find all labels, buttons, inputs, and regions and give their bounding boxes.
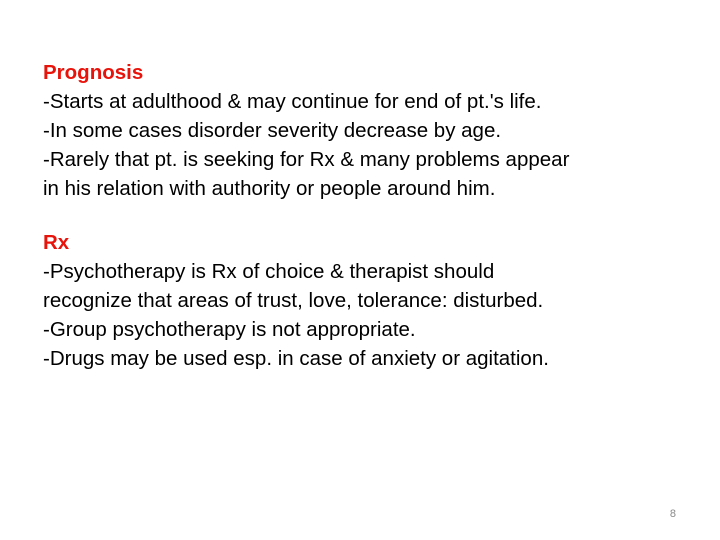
rx-heading: Rx [43, 231, 70, 254]
prognosis-heading: Prognosis [43, 61, 144, 84]
slide-content [43, 58, 693, 373]
prognosis-line: -Rarely that pt. is seeking for Rx & many problems appear [43, 148, 570, 171]
prognosis-line: -In some cases disorder severity decrease by age. [43, 119, 502, 142]
page-number: 8 [669, 508, 676, 520]
rx-section [43, 228, 693, 373]
prognosis-section [43, 58, 693, 203]
prognosis-line: -Starts at adulthood & may continue for end of pt.'s life. [43, 90, 542, 113]
rx-line: -Group psychotherapy is not appropriate. [43, 318, 416, 341]
prognosis-line: in his relation with authority or people around him. [43, 177, 496, 200]
rx-line: -Psychotherapy is Rx of choice & therapist should [43, 260, 495, 283]
rx-line: recognize that areas of trust, love, tolerance: disturbed. [43, 289, 544, 312]
rx-line: -Drugs may be used esp. in case of anxiety or agitation. [43, 347, 549, 370]
